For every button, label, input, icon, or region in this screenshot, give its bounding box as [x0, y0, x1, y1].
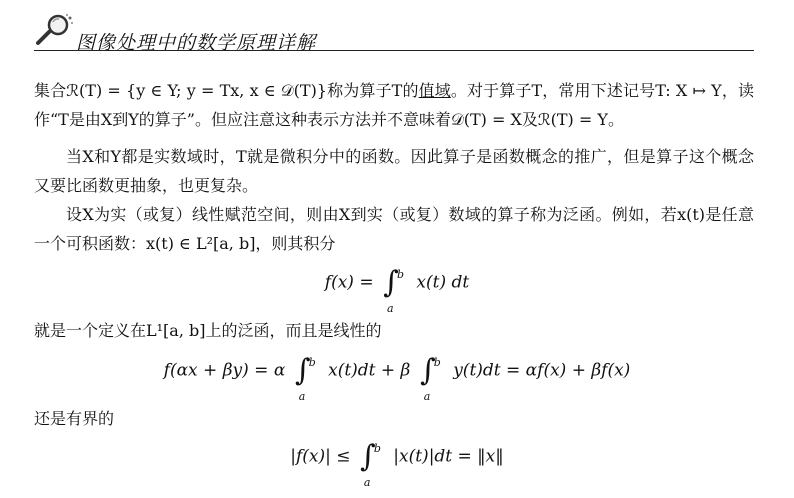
upper-limit: b: [433, 356, 441, 369]
lower-limit: a: [423, 390, 431, 403]
integral-sign: ∫ b a: [383, 268, 399, 298]
paragraph-range: [34, 76, 754, 134]
eq3-lhs: |f(x)| ≤: [290, 446, 351, 467]
integral-sign: ∫ b a: [360, 442, 376, 472]
upper-limit: b: [373, 442, 381, 455]
eq2-lhs: f(αx + βy) = α: [163, 360, 286, 381]
eq2-mid: x(t)dt + β: [328, 360, 411, 381]
lower-limit: a: [363, 476, 371, 489]
eq3-rhs: |x(t)|dt = ‖x‖: [393, 446, 504, 467]
integral-sign: ∫ b a: [295, 356, 311, 386]
paragraph-function: 当X和Y都是实数域时，T就是微积分中的函数。因此算子是函数概念的推广，但是算子这个概念又要比函数更抽象，也更复杂。: [34, 147, 754, 195]
equation-integral: [0, 265, 794, 315]
page-header: [0, 0, 794, 56]
upper-limit: b: [396, 268, 405, 281]
paragraph-bounded: 还是有界的: [34, 409, 115, 428]
paragraph-functional: 设X为实（或复）线性赋范空间，则由X到实（或复）数域的算子称为泛函。例如，若x(t)是任意一个可积函数：x(t) ∈ L²[a, b]，则其积分: [34, 205, 754, 253]
eq2-rhs: y(t)dt = αf(x) + βf(x): [453, 360, 631, 381]
range-term: 值域: [418, 81, 451, 100]
integral-sign: ∫ b a: [420, 356, 436, 386]
lower-limit: a: [298, 390, 306, 403]
eq1-lhs: f(x) =: [324, 272, 374, 293]
upper-limit: b: [308, 356, 316, 369]
book-title: 图像处理中的数学原理详解: [76, 32, 317, 54]
range-text-1: 集合ℛ(T) = {y ∈ Y; y = Tx, x ∈ 𝒟(T)}称为算子T的: [34, 81, 419, 100]
paragraph-linear: 就是一个定义在L¹[a, b]上的泛函，而且是线性的: [34, 321, 382, 340]
magnifier-logo-icon: [34, 13, 74, 51]
equation-linearity: [0, 353, 794, 403]
header-rule: [34, 50, 754, 51]
equation-bound: [0, 439, 794, 489]
eq1-rhs: x(t) dt: [416, 272, 470, 293]
lower-limit: a: [386, 302, 394, 315]
range-text-2: 。对于算子T，常用下述记号T: X ↦ Y，读作“T是由X到Y的算子”。但应注意这种表示方法并不意味着𝒟(T) = X及ℛ(T) = Y。: [34, 81, 754, 129]
